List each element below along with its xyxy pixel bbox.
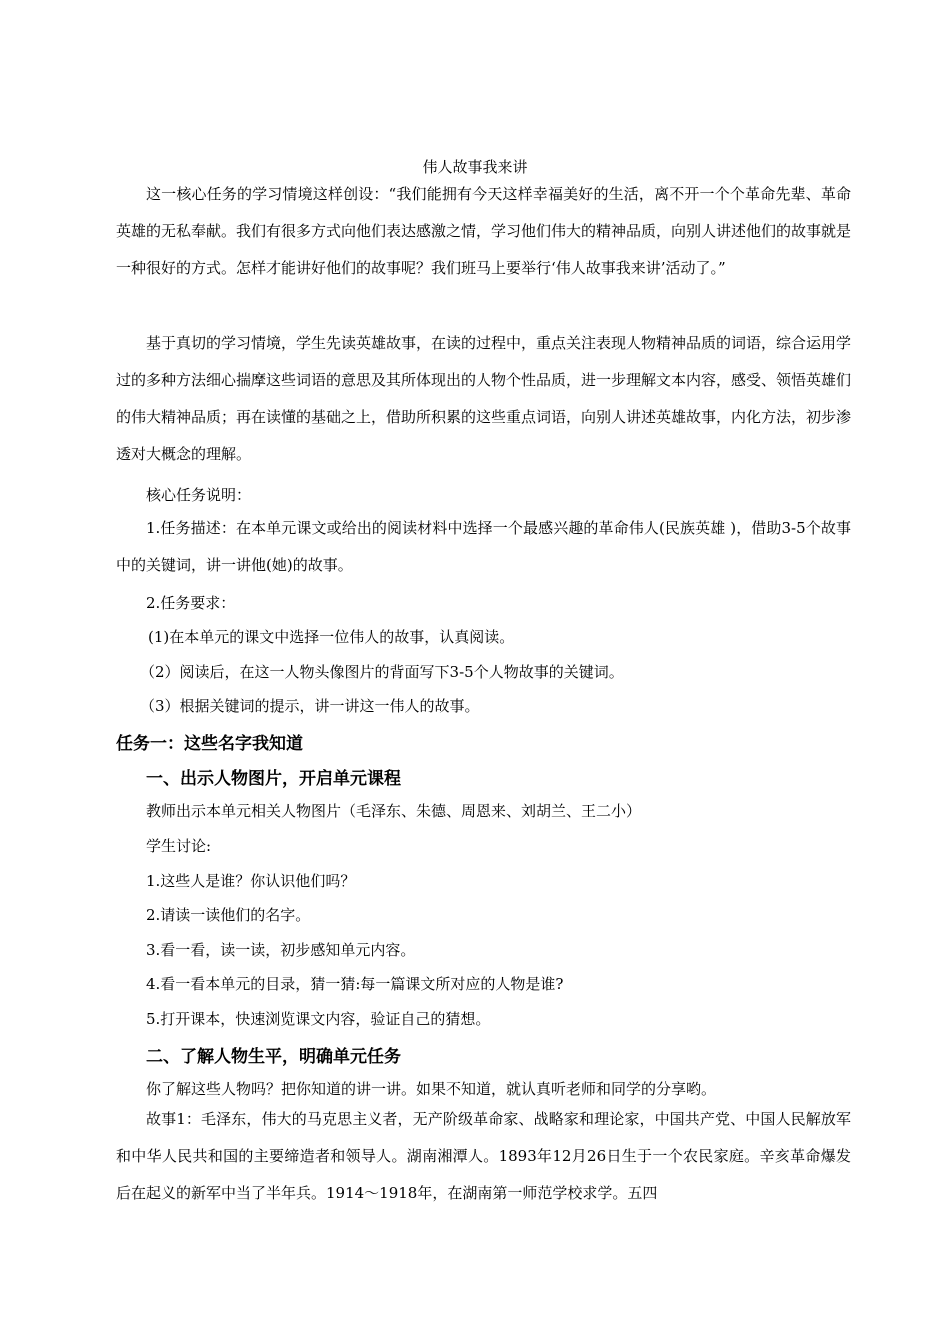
question-4: 4.看一看本单元的目录，猜一猜:每一篇课文所对应的人物是谁?	[146, 975, 564, 993]
core-task-label: 核心任务说明：	[146, 486, 252, 504]
question-5: 5.打开课本，快速浏览课文内容，验证自己的猜想。	[146, 1010, 491, 1028]
requirement-3: （3）根据关键词的提示，讲一讲这一伟人的故事。	[140, 697, 480, 715]
requirement-2: （2）阅读后，在这一人物头像图片的背面写下3-5个人物故事的关键词。	[140, 663, 624, 681]
intro-paragraph-1: 这一核心任务的学习情境这样创设：“我们能拥有今天这样幸福美好的生活，离不开一个个革命先辈、革命英雄的无私奉献。我们有很多方式向他们表达感激之情，学习他们伟大的精神品质，向别人讲述他们的故事就是一种很好的方式。怎样才能讲好他们的故事呢？我们班马上要举行‘伟人故事我来讲’活动了。”	[116, 185, 852, 277]
requirement-1: (1)在本单元的课文中选择一位伟人的故事，认真阅读。	[148, 628, 515, 646]
intro-paragraph-2: 基于真切的学习情境，学生先读英雄故事，在读的过程中，重点关注表现人物精神品质的词语，综合运用学过的多种方法细心揣摩这些词语的意思及其所体现出的人物个性品质，进一步理解文本内容，感受、领悟英雄们的伟大精神品质；再在读懂的基础之上，借助所积累的这些重点词语，向别人讲述英雄故事，内化方法，初步渗透对大概念的理解。	[116, 334, 852, 463]
section-two-heading: 二、了解人物生平，明确单元任务	[146, 1047, 401, 1067]
question-3: 3.看一看，读一读，初步感知单元内容。	[146, 941, 416, 959]
section-two-line-1: 你了解这些人物吗？把你知道的讲一讲。如果不知道，就认真听老师和同学的分享哟。	[146, 1080, 717, 1098]
task-one-heading: 任务一：这些名字我知道	[116, 734, 303, 754]
section-one-heading: 一、出示人物图片，开启单元课程	[146, 769, 401, 789]
question-2: 2.请读一读他们的名字。	[146, 906, 311, 924]
task-requirements-label: 2.任务要求：	[146, 594, 236, 612]
task-description: 1.任务描述：在本单元课文或给出的阅读材料中选择一个最感兴趣的革命伟人(民族英雄 )，借助3-5个故事中的关键词，讲一讲他(她)的故事。	[116, 519, 851, 574]
question-1: 1.这些人是谁？你认识他们吗？	[146, 872, 356, 890]
document-title: 伟人故事我来讲	[422, 158, 528, 176]
story-1-paragraph: 故事1：毛泽东，伟大的马克思主义者，无产阶级革命家、战略家和理论家，中国共产党、中国人民解放军和中华人民共和国的主要缔造者和领导人。湖南湘潭人。1893年12月26日生于一个农民家庭。辛亥革命爆发后在起义的新军中当了半年兵。1914～1918年，在湖南第一师范学校求学。五四	[116, 1110, 851, 1202]
section-one-line-1: 教师出示本单元相关人物图片（毛泽东、朱德、周恩来、刘胡兰、王二小）	[146, 802, 642, 820]
section-one-line-2: 学生讨论:	[146, 837, 212, 855]
